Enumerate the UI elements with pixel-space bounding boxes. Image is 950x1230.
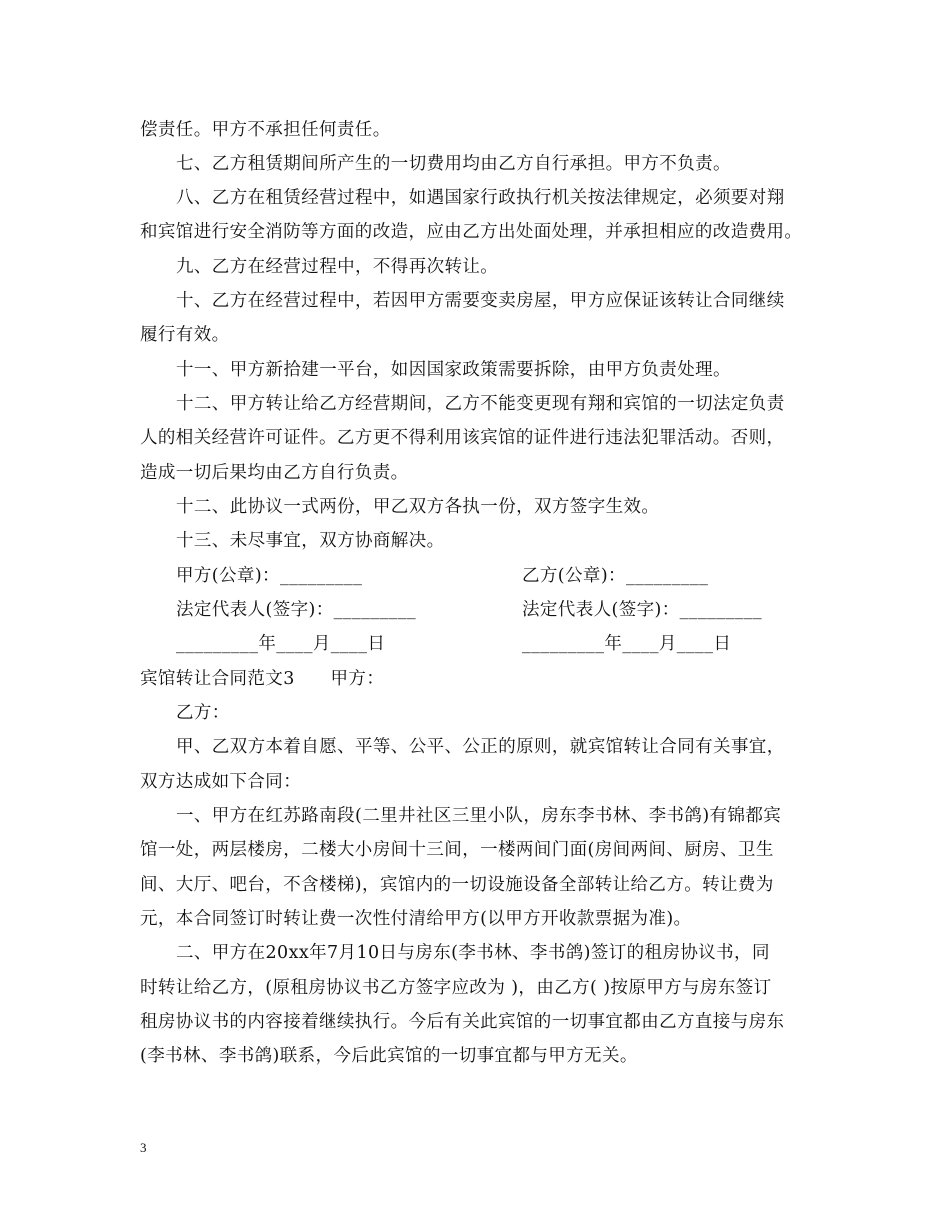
party-a-representative: 法定代表人(签字)：_________ [176,600,417,620]
text-line: 间、大厅、吧台，不含楼梯)，宾馆内的一切设施设备全部转让给乙方。转让费为 [140,875,774,895]
preamble: 甲、乙双方本着自愿、平等、公平、公正的原则，就宾馆转让合同有关事宜， [176,737,785,757]
clause-12: 十二、甲方转让给乙方经营期间，乙方不能变更现有翔和宾馆的一切法定负责 [176,394,785,414]
text-line: 双方达成如下合同： [140,772,302,792]
text-line: 和宾馆进行安全消防等方面的改造，应由乙方出处面处理，并承担相应的改造费用。 [140,222,803,242]
text-line: (李书林、李书鸽)联系，今后此宾馆的一切事宜都与甲方无关。 [140,1046,638,1066]
text-line: 造成一切后果均由乙方自行负责。 [140,463,409,483]
text-line: 人的相关经营许可证件。乙方更不得利用该宾馆的证件进行违法犯罪活动。否则， [140,428,785,448]
text-line: 履行有效。 [140,325,230,345]
party-b-line: 乙方： [176,703,230,723]
party-b-date: _________年____月____日 [522,634,732,654]
clause-9: 九、乙方在经营过程中，不得再次转让。 [176,257,499,277]
text-line: 时转让给乙方，(原租房协议书乙方签字应改为 )，由乙方( )按原甲方与房东签订 [140,978,772,998]
party-b-representative: 法定代表人(签字)：_________ [522,600,763,620]
text-line: 偿责任。甲方不承担任何责任。 [140,120,391,140]
section-title: 宾馆转让合同范文3 甲方： [140,669,385,689]
clause-1: 一、甲方在红苏路南段(二里井社区三里小队，房东李书林、李书鸽)有锦都宾 [176,806,782,826]
party-b-seal: 乙方(公章)：_________ [522,566,709,586]
text-line: 租房协议书的内容接着继续执行。今后有关此宾馆的一切事宜都由乙方直接与房东 [140,1012,785,1032]
clause-11: 十一、甲方新拾建一平台，如因国家政策需要拆除，由甲方负责处理。 [176,360,731,380]
text-line: 元，本合同签订时转让费一次性付清给甲方(以甲方开收款票据为准)。 [140,909,692,929]
page-number: 3 [140,1140,147,1155]
clause-10: 十、乙方在经营过程中，若因甲方需要变卖房屋，甲方应保证该转让合同继续 [176,291,785,311]
clause-2: 二、甲方在20xx年7月10日与房东(李书林、李书鸽)签订的租房协议书，同 [176,943,770,963]
clause-13: 十三、未尽事宜，双方协商解决。 [176,531,445,551]
clause-12b: 十二、此协议一式两份，甲乙双方各执一份，双方签字生效。 [176,497,660,517]
text-line: 馆一处，两层楼房，二楼大小房间十三间，一楼两间门面(房间两间、厨房、卫生 [140,840,774,860]
clause-8: 八、乙方在租赁经营过程中，如遇国家行政执行机关按法律规定，必须要对翔 [176,188,785,208]
party-a-date: _________年____月____日 [176,634,386,654]
party-a-seal: 甲方(公章)：_________ [176,566,363,586]
clause-7: 七、乙方租赁期间所产生的一切费用均由乙方自行承担。甲方不负责。 [176,154,731,174]
